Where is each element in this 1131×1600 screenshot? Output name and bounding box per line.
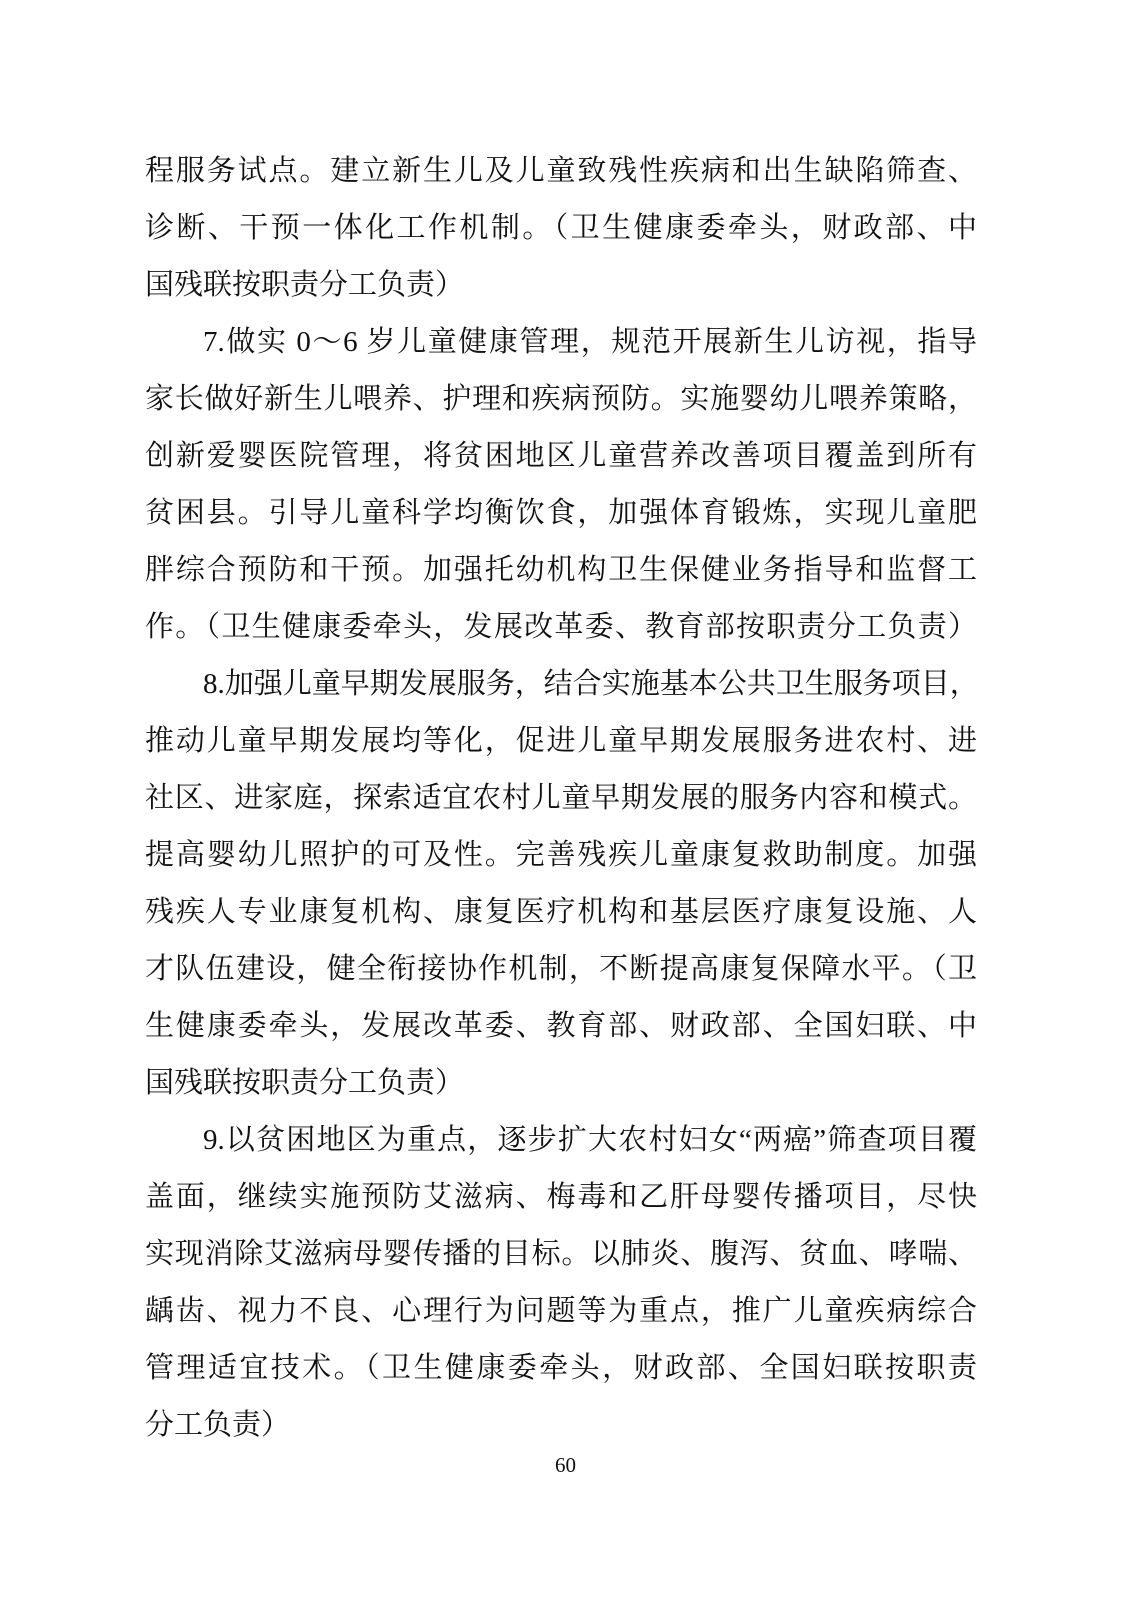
page-number: 60 xyxy=(555,1453,576,1477)
document-body xyxy=(145,143,977,1454)
text-line: 家长做好新生儿喂养、护理和疾病预防。实施婴幼儿喂养策略， xyxy=(145,383,977,415)
text-line: 社区、进家庭，探索适宜农村儿童早期发展的服务内容和模式。 xyxy=(145,782,977,814)
text-line: 推动儿童早期发展均等化，促进儿童早期发展服务进农村、进 xyxy=(145,725,977,757)
text-line: 生健康委牵头，发展改革委、教育部、财政部、全国妇联、中 xyxy=(145,1010,977,1042)
text-line: 9.以贫困地区为重点，逐步扩大农村妇女“两癌”筛查项目覆 xyxy=(203,1124,977,1156)
text-line: 作。（卫生健康委牵头，发展改革委、教育部按职责分工负责） xyxy=(145,611,977,643)
text-line: 盖面，继续实施预防艾滋病、梅毒和乙肝母婴传播项目，尽快 xyxy=(145,1181,977,1213)
text-line: 程服务试点。建立新生儿及儿童致残性疾病和出生缺陷筛查、 xyxy=(145,155,977,187)
paragraph-continuation xyxy=(145,143,977,314)
paragraph-item-9 xyxy=(145,1112,977,1454)
text-line: 胖综合预防和干预。加强托幼机构卫生保健业务指导和监督工 xyxy=(145,554,977,586)
text-line: 实现消除艾滋病母婴传播的目标。以肺炎、腹泻、贫血、哮喘、 xyxy=(145,1238,977,1270)
text-line: 7.做实 0～6 岁儿童健康管理，规范开展新生儿访视，指导 xyxy=(203,326,977,358)
text-line: 国残联按职责分工负责） xyxy=(145,269,465,301)
paragraph-item-8 xyxy=(145,656,977,1112)
text-line: 才队伍建设，健全衔接协作机制，不断提高康复保障水平。（卫 xyxy=(145,953,977,985)
text-line: 残疾人专业康复机构、康复医疗机构和基层医疗康复设施、人 xyxy=(145,896,977,928)
text-line: 提高婴幼儿照护的可及性。完善残疾儿童康复救助制度。加强 xyxy=(145,839,977,871)
text-line: 管理适宜技术。（卫生健康委牵头，财政部、全国妇联按职责 xyxy=(145,1352,977,1384)
text-line: 分工负责） xyxy=(145,1409,291,1441)
text-line: 龋齿、视力不良、心理行为问题等为重点，推广儿童疾病综合 xyxy=(145,1295,977,1327)
paragraph-item-7 xyxy=(145,314,977,656)
text-line: 创新爱婴医院管理，将贫困地区儿童营养改善项目覆盖到所有 xyxy=(145,440,977,472)
text-line: 贫困县。引导儿童科学均衡饮食，加强体育锻炼，实现儿童肥 xyxy=(145,497,977,529)
text-line: 8.加强儿童早期发展服务，结合实施基本公共卫生服务项目， xyxy=(203,668,979,700)
text-line: 诊断、干预一体化工作机制。（卫生健康委牵头，财政部、中 xyxy=(145,212,977,244)
text-line: 国残联按职责分工负责） xyxy=(145,1067,465,1099)
